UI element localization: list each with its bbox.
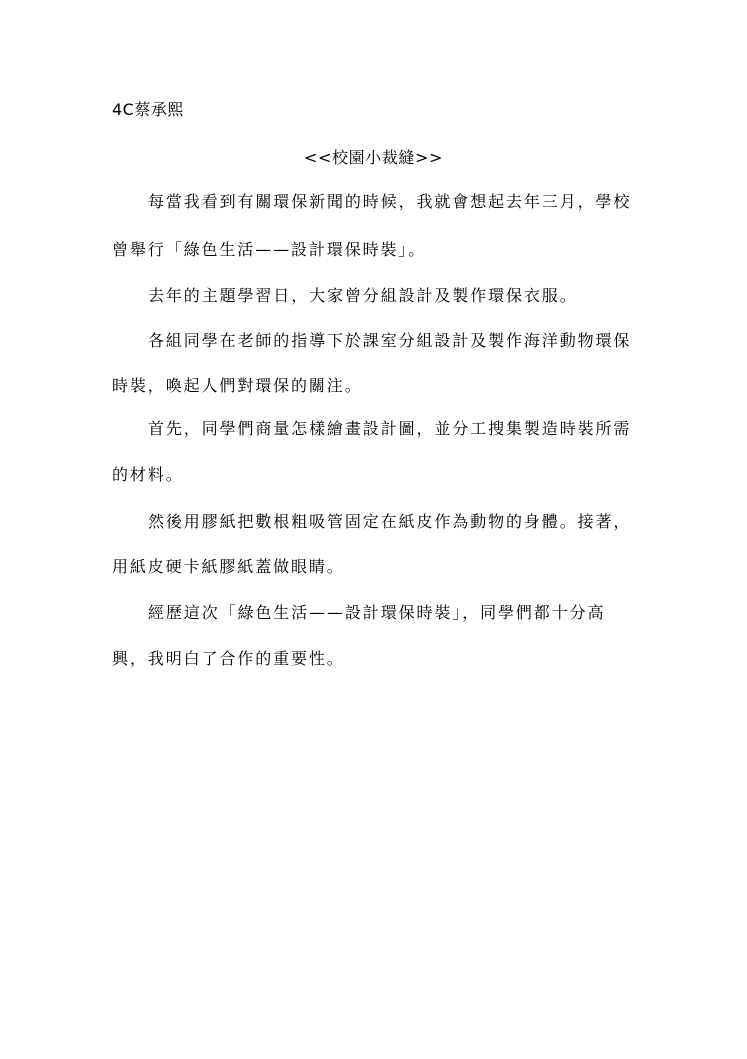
body-line-3: 去年的主題學習日，大家曾分組設計及製作環保衣服。	[148, 286, 578, 305]
body-line-6: 首先，同學們商量怎樣繪畫設計圖，並分工搜集製造時裝所需	[148, 419, 632, 438]
essay-title: <<校園小裁縫>>	[303, 148, 444, 167]
body-line-9: 用紙皮硬卡紙膠紙蓋做眼睛。	[112, 557, 345, 576]
author-line: 4C蔡承熙	[112, 100, 184, 119]
body-line-1: 每當我看到有關環保新聞的時候，我就會想起去年三月，學校	[148, 192, 632, 211]
body-line-4: 各組同學在老師的指導下於課室分組設計及製作海洋動物環保	[148, 331, 632, 350]
body-line-10: 經歷這次「綠色生活——設計環保時裝」，同學們都十分高	[148, 603, 606, 622]
body-line-11: 興，我明白了合作的重要性。	[112, 649, 345, 668]
body-line-5: 時裝，喚起人們對環保的關注。	[112, 376, 363, 395]
body-line-2: 曾舉行「綠色生活——設計環保時裝」。	[112, 240, 427, 259]
body-line-7: 的材料。	[112, 465, 184, 484]
body-line-8: 然後用膠紙把數根粗吸管固定在紙皮作為動物的身體。接著，	[148, 512, 632, 531]
